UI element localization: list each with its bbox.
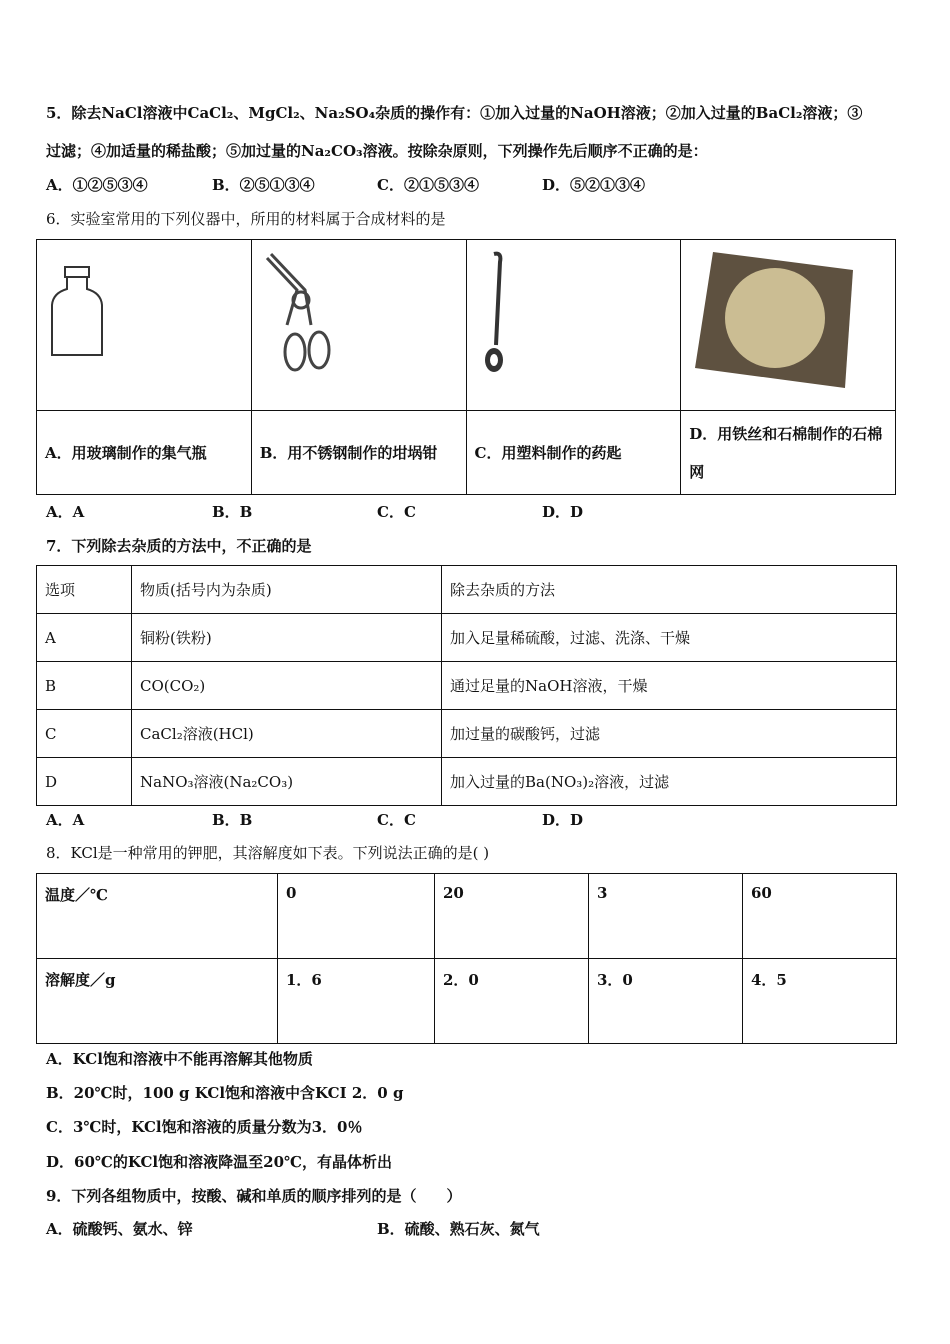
q9-stem: 9．下列各组物质中，按酸、碱和单质的顺序排列的是（ ） [46, 1187, 462, 1205]
q8-option-a: A．KCl饱和溶液中不能再溶解其他物质 [46, 1050, 313, 1068]
q8-temp-3: 60 [743, 874, 897, 959]
q6-option-b: B．B [212, 503, 253, 521]
q7-row-c-substance: CaCl₂溶液(HCl) [132, 710, 442, 758]
q7-row-a-substance: 铜粉(铁粉) [132, 614, 442, 662]
gas-bottle-icon [47, 265, 107, 365]
q6-option-a: A．A [46, 503, 85, 521]
q6-caption-a: A．用玻璃制作的集气瓶 [37, 411, 252, 495]
q8-option-d: D．60℃的KCl饱和溶液降温至20℃，有晶体析出 [46, 1153, 392, 1171]
q5-stem-line1: 5．除去NaCl溶液中CaCl₂、MgCl₂、Na₂SO₄杂质的操作有：①加入过量的NaOH溶液；②加入过量的BaCl₂溶液；③ [46, 104, 863, 122]
q7-option-d: D．D [542, 811, 584, 829]
q7-impurity-table [36, 565, 897, 806]
q7-header-method: 除去杂质的方法 [442, 566, 897, 614]
q6-option-d: D．D [542, 503, 584, 521]
q7-row-d-option: D [37, 758, 132, 806]
q6-instrument-table [36, 239, 896, 495]
crucible-tongs-icon [257, 250, 347, 380]
q9-option-a: A．硫酸钙、氨水、锌 [46, 1220, 193, 1238]
q7-option-b: B．B [212, 811, 253, 829]
q7-row-b-option: B [37, 662, 132, 710]
q8-solubility-table [36, 873, 897, 1044]
q7-row-a-option: A [37, 614, 132, 662]
q8-option-b: B．20℃时，100 g KCl饱和溶液中含KCI 2．0 g [46, 1084, 404, 1102]
q6-image-cell-c [466, 240, 681, 411]
q5-option-a: A．①②⑤③④ [46, 176, 148, 194]
q8-option-c: C．3℃时，KCl饱和溶液的质量分数为3．0％ [46, 1118, 363, 1136]
medicine-spoon-icon [472, 250, 512, 380]
q6-image-cell-b [251, 240, 466, 411]
q7-header-substance: 物质(括号内为杂质) [132, 566, 442, 614]
q7-row-c-method: 加过量的碳酸钙，过滤 [442, 710, 897, 758]
q6-caption-c: C．用塑料制作的药匙 [466, 411, 681, 495]
q6-stem: 6．实验室常用的下列仪器中，所用的材料属于合成材料的是 [46, 210, 446, 228]
q8-temp-label: 温度／℃ [37, 874, 278, 959]
q7-option-c: C．C [377, 811, 416, 829]
q8-stem: 8．KCl是一种常用的钾肥，其溶解度如下表。下列说法正确的是( ) [46, 844, 490, 862]
q5-option-d: D．⑤②①③④ [542, 176, 646, 194]
q7-stem: 7．下列除去杂质的方法中，不正确的是 [46, 537, 312, 555]
q7-row-c-option: C [37, 710, 132, 758]
q5-option-c: C．②①⑤③④ [377, 176, 479, 194]
q8-solubility-0: 1．6 [278, 959, 435, 1044]
q6-caption-d: D．用铁丝和石棉制作的石棉网 [681, 411, 896, 495]
q7-row-b-method: 通过足量的NaOH溶液，干燥 [442, 662, 897, 710]
q8-solubility-label: 溶解度／g [37, 959, 278, 1044]
q8-solubility-3: 4．5 [743, 959, 897, 1044]
q8-solubility-2: 3．0 [589, 959, 743, 1044]
asbestos-gauze-icon [693, 250, 853, 390]
q6-caption-b: B．用不锈钢制作的坩埚钳 [251, 411, 466, 495]
q5-stem-line2: 过滤；④加适量的稀盐酸；⑤加过量的Na₂CO₃溶液。按除杂原则，下列操作先后顺序不正确的是： [46, 142, 708, 160]
q5-option-b: B．②⑤①③④ [212, 176, 315, 194]
q6-option-c: C．C [377, 503, 416, 521]
q8-solubility-1: 2．0 [435, 959, 589, 1044]
q8-temp-0: 0 [278, 874, 435, 959]
q8-temp-2: 3 [589, 874, 743, 959]
q7-row-b-substance: CO(CO₂) [132, 662, 442, 710]
q7-header-option: 选项 [37, 566, 132, 614]
q6-image-cell-a [37, 240, 252, 411]
q7-option-a: A．A [46, 811, 85, 829]
q7-row-d-substance: NaNO₃溶液(Na₂CO₃) [132, 758, 442, 806]
q6-image-cell-d [681, 240, 896, 411]
q7-row-d-method: 加入过量的Ba(NO₃)₂溶液，过滤 [442, 758, 897, 806]
q7-row-a-method: 加入足量稀硫酸，过滤、洗涤、干燥 [442, 614, 897, 662]
q8-temp-1: 20 [435, 874, 589, 959]
q9-option-b: B．硫酸、熟石灰、氮气 [377, 1220, 540, 1238]
